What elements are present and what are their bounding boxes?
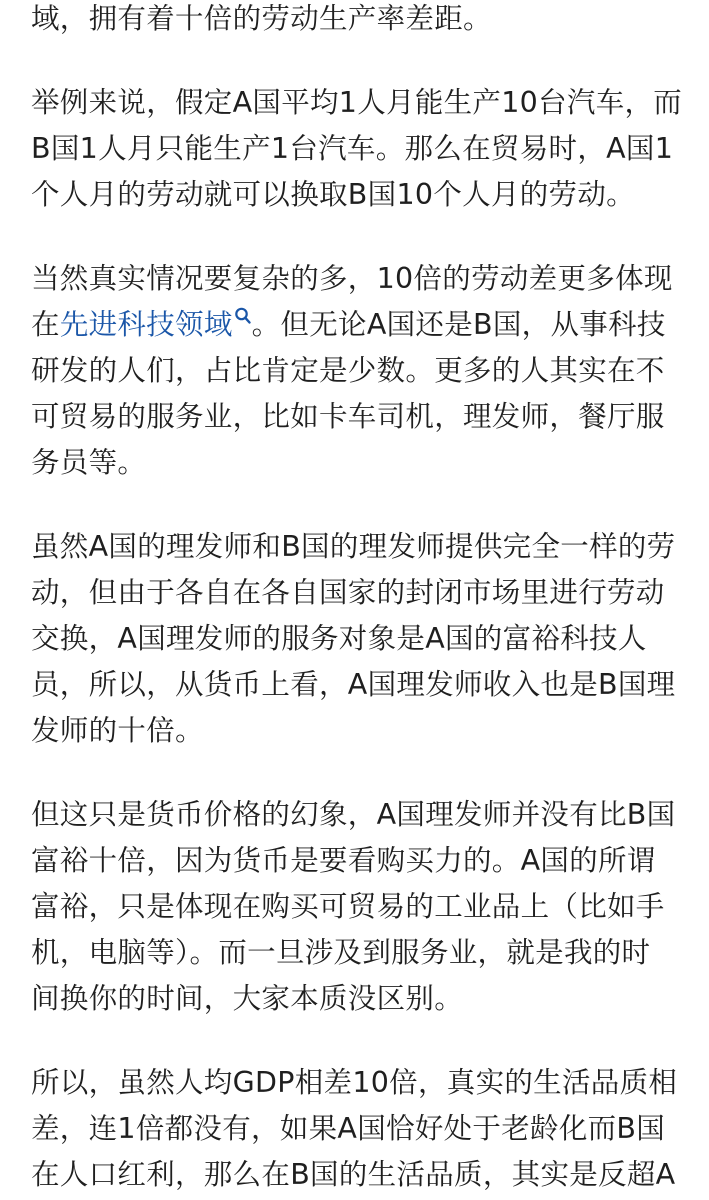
text-line: 举例来说，假定A国平均1人月能生产10台汽车，而	[31, 86, 683, 119]
text-segment: 。但无论A国还是B国，从事科技	[251, 308, 666, 341]
text-segment: 在	[31, 308, 60, 341]
paragraph-3	[31, 256, 691, 486]
paragraph-4	[31, 524, 691, 754]
text-line: 发师的十倍。	[31, 714, 204, 747]
paragraph-6	[31, 1060, 691, 1198]
text-line-with-link	[31, 302, 691, 348]
paragraph-5	[31, 792, 691, 1022]
text-line: 在人口红利，那么在B国的生活品质，其实是反超A	[31, 1158, 676, 1191]
text-line: 动，但由于各自在各自国家的封闭市场里进行劳动	[31, 576, 665, 609]
article-body	[31, 0, 691, 1198]
text-line: 差，连1倍都没有，如果A国恰好处于老龄化而B国	[31, 1112, 666, 1145]
search-keyword-link-text: 先进科技领域	[59, 308, 233, 341]
text-line: 虽然A国的理发师和B国的理发师提供完全一样的劳	[31, 530, 676, 563]
text-line: 所以，虽然人均GDP相差10倍，真实的生活品质相	[31, 1066, 678, 1099]
text-line: 交换，A国理发师的服务对象是A国的富裕科技人	[31, 622, 647, 655]
text-line: 务员等。	[31, 446, 147, 479]
text-line: 但这只是货币价格的幻象，A国理发师并没有比B国	[31, 798, 676, 831]
text-line: 研发的人们，占比肯定是少数。更多的人其实在不	[31, 354, 665, 387]
text-line: 个人月的劳动就可以换取B国10个人月的劳动。	[31, 178, 635, 211]
text-line: 当然真实情况要复杂的多，10倍的劳动差更多体现	[31, 262, 673, 295]
text-line: 富裕十倍，因为货币是要看购买力的。A国的所谓	[31, 844, 656, 877]
search-icon[interactable]	[234, 306, 252, 326]
text-line: 员，所以，从货币上看，A国理发师收入也是B国理	[31, 668, 676, 701]
search-keyword-link[interactable]	[60, 308, 252, 341]
text-line: 富裕，只是体现在购买可贸易的工业品上（比如手	[31, 890, 665, 923]
text-line: 机，电脑等）。而一旦涉及到服务业，就是我的时	[31, 936, 651, 969]
text-line: B国1人月只能生产1台汽车。那么在贸易时，A国1	[31, 132, 674, 165]
text-line: 间换你的时间，大家本质没区别。	[31, 982, 464, 1015]
paragraph-2	[31, 80, 691, 218]
text-line: 域，拥有着十倍的劳动生产率差距。	[31, 2, 492, 35]
text-line: 可贸易的服务业，比如卡车司机，理发师，餐厅服	[31, 400, 665, 433]
paragraph-1	[31, 0, 691, 42]
